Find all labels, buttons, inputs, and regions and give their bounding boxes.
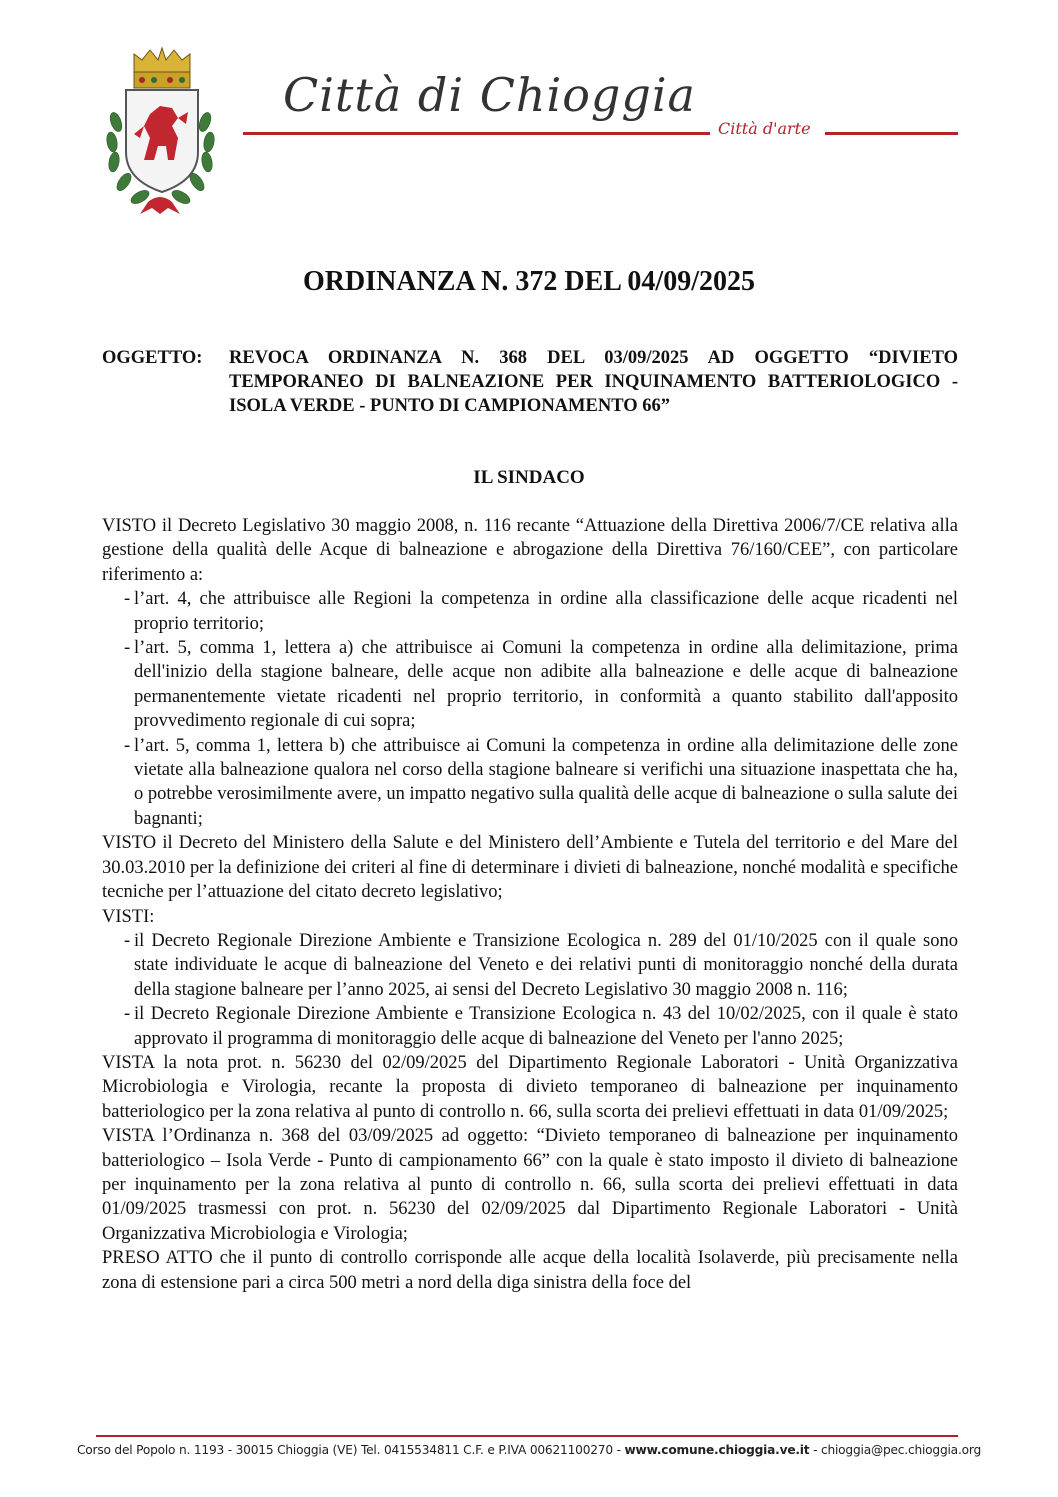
ordinance-title: ORDINANZA N. 372 DEL 04/09/2025 [303, 266, 755, 297]
ribbon-icon [140, 197, 180, 214]
crown-icon [134, 48, 190, 88]
paragraph-visto-ministero: VISTO il Decreto del Ministero della Salute e del Ministero dell’Ambiente e Tutela del territorio e del Mare del 30.03.2010 per la definizione dei criteri al fine di determinare i divieti di balneazione, nonché modalità e specifiche tecniche per l’attuazione del citato decreto legislativo; [102, 833, 958, 903]
paragraph-vista-ordinanza: VISTA l’Ordinanza n. 368 del 03/09/2025 ad oggetto: “Divieto temporaneo di balneazione per inquinamento batteriologico – Isola Verde - Punto di campionamento 66” con la quale è stato imposto il divieto di balneazione per inquinamento per la zona relativa al punto di controllo n. 66, sulla scorta dei prelievi effettuati in data 01/09/2025 trasmessi con prot. n. 56230 del 02/09/2025 dal Dipartimento Regionale Laboratori - Unità Organizzativa Microbiologia e Virologia; [102, 1126, 958, 1244]
letterhead-rule-right [825, 132, 958, 135]
subject-label: OGGETTO: [102, 348, 203, 368]
paragraph-vista-nota: VISTA la nota prot. n. 56230 del 02/09/2025 del Dipartimento Regionale Laboratori - Unità Organizzativa Microbiologia e Virologia, recante la proposta di divieto temporaneo di balneazione per inquinamento batteriologico per la zona relativa al punto di controllo n. 66, sulla scorta dei prelievi effettuati in data 01/09/2025; [102, 1052, 958, 1122]
paragraph-visto-decreto: VISTO il Decreto Legislativo 30 maggio 2008, n. 116 recante “Attuazione della Direttiva 2006/7/CE relativa alla gestione della qualità delle Acque di balneazione e abrogazione della Direttiva 76/160/CEE”, con particolare riferimento a: [102, 516, 958, 585]
footer-separator: - [809, 1443, 821, 1457]
letterhead-rule-left [243, 132, 710, 135]
footer-website-link[interactable]: www.comune.chioggia.ve.it [624, 1443, 810, 1457]
list-item: - l’art. 5, comma 1, lettera a) che attribuisce ai Comuni la competenza in ordine alla delimitazione, prima dell'inizio della stagione balneare, delle acque non adibite alla balneazione e delle acque di balneazione permanentemente vietate ricadenti nel proprio territorio, in conformità a quanto stabilito dall'apposito provvedimento regionale di cui sopra; [124, 638, 958, 732]
paragraph-visti: VISTI: [102, 906, 155, 927]
footer-contacts [0, 1443, 1058, 1457]
list-item: - il Decreto Regionale Direzione Ambiente e Transizione Ecologica n. 289 del 01/10/2025 con il quale sono state individuate le acque di balneazione del Veneto e dei relativi punti di monitoraggio nonché della durata della stagione balneare per l’anno 2025, ai sensi del Decreto Legislativo 30 maggio 2008 n. 116; [124, 930, 958, 1000]
city-crest-logo [98, 42, 223, 217]
list-item: - l’art. 5, comma 1, lettera b) che attribuisce ai Comuni la competenza in ordine alla delimitazione delle zone vietate alla balneazione qualora nel corso della stagione balneare si verifichi una situazione inaspettata che ha, o potrebbe verosimilmente avere, un impatto negativo sulla qualità delle acque di balneazione o sulla salute dei bagnanti; [124, 735, 958, 829]
list-articoli [102, 587, 958, 831]
document-body [102, 514, 958, 1295]
footer-pec-link[interactable]: chioggia@pec.chioggia.org [820, 1443, 982, 1457]
paragraph-preso-atto: PRESO ATTO che il punto di controllo corrisponde alle acque della località Isolaverde, più precisamente nella zona di estensione pari a circa 500 metri a nord della diga sinistra della foce del [102, 1248, 958, 1293]
letterhead-city-name: Città di Chioggia [283, 68, 696, 122]
footer-address: Corso del Popolo n. 1193 - 30015 Chioggia (VE) Tel. 0415534811 C.F. e P.IVA 00621100270 - [76, 1443, 625, 1457]
subject-text: REVOCA ORDINANZA N. 368 DEL 03/09/2025 AD OGGETTO “DIVIETO TEMPORANEO DI BALNEAZIONE PER INQUINAMENTO BATTERIOLOGICO -ISOLA VERDE - PUNTO DI CAMPIONAMENTO 66” [229, 348, 958, 416]
letterhead-tagline: Città d'arte [718, 119, 811, 138]
list-item: - l’art. 4, che attribuisce alle Regioni la competenza in ordine alla classificazione delle acque ricadenti nel proprio territorio; [124, 589, 958, 634]
authority-heading: IL SINDACO [473, 467, 585, 488]
footer-rule [96, 1435, 958, 1437]
list-item: - il Decreto Regionale Direzione Ambiente e Transizione Ecologica n. 43 del 10/02/2025, con il quale è stato approvato il programma di monitoraggio delle acque di balneazione del Veneto per l'anno 2025; [124, 1004, 958, 1049]
list-decreti [102, 929, 958, 1051]
